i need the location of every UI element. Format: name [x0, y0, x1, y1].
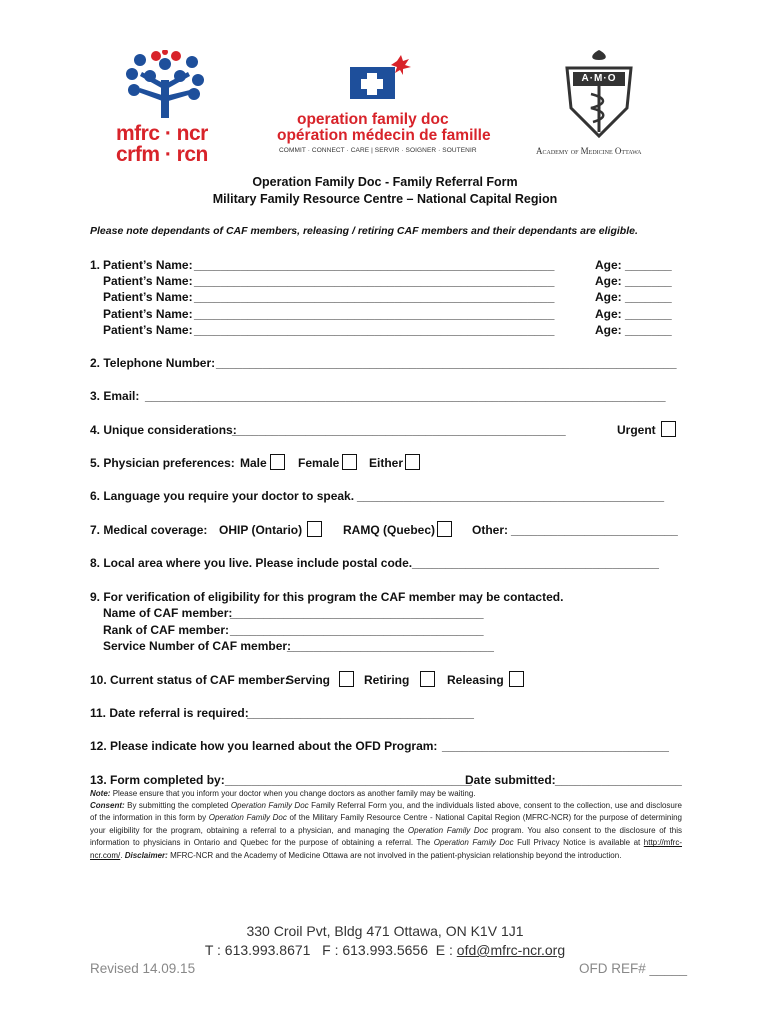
age-field[interactable]: _______ [625, 323, 672, 337]
retiring-label: Retiring [364, 673, 410, 687]
physician-preferences-label: 5. Physician preferences: [90, 456, 235, 470]
note-text: Please ensure that you inform your doctor when you change doctors as another family may be waiting. [112, 789, 476, 798]
age-label: Age: [595, 307, 622, 321]
urgent-label: Urgent [617, 423, 656, 437]
male-label: Male [240, 456, 267, 470]
disclaimer-label: Disclaimer: [124, 850, 168, 860]
revised-date: Revised 14.09.15 [90, 961, 196, 976]
note-label: Note: [90, 789, 111, 798]
consent-text-1: By submitting the completed [127, 801, 229, 810]
mfrc-fr-label: crfm · rcn [116, 143, 208, 166]
date-submitted-label: Date submitted: [465, 773, 556, 787]
ofd-name: Operation Family Doc [407, 825, 489, 835]
eligibility-note: Please note dependants of CAF members, releasing / retiring CAF members and their dependants are eligible. [90, 225, 638, 237]
ofd-ref-number: OFD REF# _____ [579, 961, 688, 976]
either-label: Either [369, 456, 404, 470]
hands-tree-icon [120, 50, 210, 120]
mfrc-en-label: mfrc · ncr [116, 122, 208, 145]
retiring-checkbox[interactable] [420, 671, 435, 687]
footer-email-link[interactable]: ofd@mfrc-ncr.org [456, 942, 566, 958]
age-field[interactable]: _______ [625, 258, 672, 272]
female-checkbox[interactable] [342, 454, 357, 470]
caf-service-number-field[interactable]: _______________________________ [287, 639, 494, 653]
disclaimer-text: MFRC-NCR and the Academy of Medicine Ottawa are not involved in the patient-physician relationship beyond the introduction. [170, 850, 622, 860]
caf-status-label: 10. Current status of CAF member: [90, 673, 289, 687]
ofd-name: Operation Family Doc [433, 838, 514, 848]
privacy-notice-link[interactable]: http://mfrc-ncr.com/ [90, 838, 682, 860]
patient-name-label: Patient’s Name: [103, 323, 193, 337]
caf-name-field[interactable]: ______________________________________ [230, 606, 484, 620]
urgent-checkbox[interactable] [661, 421, 676, 437]
medical-cross-family-icon [345, 55, 415, 105]
unique-considerations-field[interactable]: __________________________________________________ [232, 423, 566, 437]
footer-contact [0, 942, 770, 958]
footer-address: 330 Croil Pvt, Bldg 471 Ottawa, ON K1V 1J1 [246, 923, 524, 939]
date-required-label: 11. Date referral is required: [90, 706, 249, 720]
other-coverage-label: Other: [472, 523, 508, 537]
amo-letters: A·M·O [581, 73, 617, 84]
patient-name-label: Patient’s Name: [103, 274, 193, 288]
consent-label: Consent: [90, 801, 125, 810]
patient-name-field[interactable]: ______________________________________________________ [194, 274, 555, 288]
consent-text-2: Family Referral Form you, and the individuals listed above, consent to the collection, use and disclosure of the information in this form by [90, 801, 682, 823]
ofd-name: Operation Family Doc [208, 813, 287, 823]
patient-name-field[interactable]: ______________________________________________________ [194, 323, 555, 337]
releasing-checkbox[interactable] [509, 671, 524, 687]
language-label: 6. Language you require your doctor to speak. [90, 489, 355, 503]
female-label: Female [298, 456, 340, 470]
age-label: Age: [595, 323, 622, 337]
other-coverage-field[interactable]: _________________________ [511, 523, 678, 537]
age-field[interactable]: _______ [625, 290, 672, 304]
consent-text-3: of the Military Family Resource Centre - National Capital Region (MFRC-NCR) for the purpose of determining your eligibility for the program, obtaining a referral to a physician, and managing the [90, 813, 682, 835]
local-area-field[interactable]: _____________________________________ [412, 556, 659, 570]
age-label: Age: [595, 274, 622, 288]
ofd-logo [275, 55, 510, 160]
language-field[interactable]: ______________________________________________ [357, 489, 664, 503]
amo-logo [536, 48, 671, 158]
ramq-label: RAMQ (Quebec) [343, 523, 436, 537]
age-field[interactable]: _______ [625, 274, 672, 288]
serving-checkbox[interactable] [339, 671, 354, 687]
q1-number: 1. [90, 258, 101, 272]
caf-service-number-label: Service Number of CAF member: [103, 639, 292, 653]
serving-label: Serving [286, 673, 331, 687]
email-field[interactable]: ______________________________________________________________________________ [145, 389, 666, 403]
learned-about-field[interactable]: __________________________________ [442, 739, 669, 753]
verification-label: 9. For verification of eligibility for this program the CAF member may be contacted. [90, 590, 564, 604]
male-checkbox[interactable] [270, 454, 285, 470]
mfrc-logo [112, 50, 222, 165]
age-label: Age: [595, 258, 622, 272]
form-title: Operation Family Doc - Family Referral Form [252, 175, 518, 189]
caf-rank-field[interactable]: ______________________________________ [230, 623, 484, 637]
patient-name-label: Patient’s Name: [103, 258, 193, 272]
age-label: Age: [595, 290, 622, 304]
note-line [90, 788, 682, 800]
completed-by-label: 13. Form completed by: [90, 773, 225, 787]
date-submitted-field[interactable]: ___________________ [555, 773, 682, 787]
age-field[interactable]: _______ [625, 307, 672, 321]
patient-name-field[interactable]: ______________________________________________________ [194, 258, 555, 272]
consent-paragraph: Consent: By submitting the completed Operation Family Doc Family Referral Form you, and the individuals listed above, consent to the collection, use and disclosure of the information in this form by Operation Family Doc of the Military Family Resource Centre - National Capital Region (MFRC-NCR) for the purpose of determining your eligibility for the program, obtaining a referral to a physician, and managing the Operation Family Doc program. You also consent to the disclosure of this information to physicians in Ontario and Quebec for the purpose of obtaining a referral. The Operation Family Doc Full Privacy Notice is available at http://mfrc-ncr.com/. Disclaimer: MFRC-NCR and the Academy of Medicine Ottawa are not involved in the patient-physician relationship beyond the introduction. [90, 801, 682, 860]
local-area-label: 8. Local area where you live. Please include postal code. [90, 556, 413, 570]
patient-name-field[interactable]: ______________________________________________________ [194, 307, 555, 321]
releasing-label: Releasing [447, 673, 504, 687]
consent-text-5: Full Privacy Notice is available at [517, 838, 641, 848]
date-required-field[interactable]: __________________________________ [247, 706, 474, 720]
learned-about-label: 12. Please indicate how you learned about the OFD Program: [90, 739, 438, 753]
footer-phone-fax: T : 613.993.8671 F : 613.993.5656 E : [204, 942, 457, 958]
patient-name-label: Patient’s Name: [103, 307, 193, 321]
patient-name-field[interactable]: ______________________________________________________ [194, 290, 555, 304]
email-label: 3. Email: [90, 389, 140, 403]
ofd-en-label: operation family doc [297, 111, 449, 128]
patient-name-label: Patient’s Name: [103, 290, 193, 304]
caf-rank-label: Rank of CAF member: [103, 623, 230, 637]
medical-coverage-label: 7. Medical coverage: [90, 523, 208, 537]
caf-name-label: Name of CAF member: [103, 606, 233, 620]
completed-by-field[interactable]: _____________________________________ [225, 773, 472, 787]
ofd-tagline: COMMIT · CONNECT · CARE | SERVIR · SOIGNER · SOUTENIR [279, 147, 477, 154]
amo-name: Academy of Medicine Ottawa [536, 146, 642, 156]
rod-of-asclepius-icon [561, 48, 637, 140]
ohip-label: OHIP (Ontario) [219, 523, 303, 537]
ramq-checkbox[interactable] [437, 521, 452, 537]
form-subtitle: Military Family Resource Centre – National Capital Region [212, 192, 558, 206]
either-checkbox[interactable] [405, 454, 420, 470]
ofd-fr-label: opération médecin de famille [277, 127, 491, 144]
unique-considerations-label: 4. Unique considerations: [90, 423, 237, 437]
ohip-checkbox[interactable] [307, 521, 322, 537]
ofd-name: Operation Family Doc [230, 801, 309, 810]
consent-text-4: program. You also consent to the disclosure of this information to physicians in Ontario and Quebec for the purpose of obtaining a referral. The [90, 825, 682, 848]
telephone-field[interactable]: _____________________________________________________________________ [216, 356, 677, 370]
telephone-label: 2. Telephone Number: [90, 356, 216, 370]
